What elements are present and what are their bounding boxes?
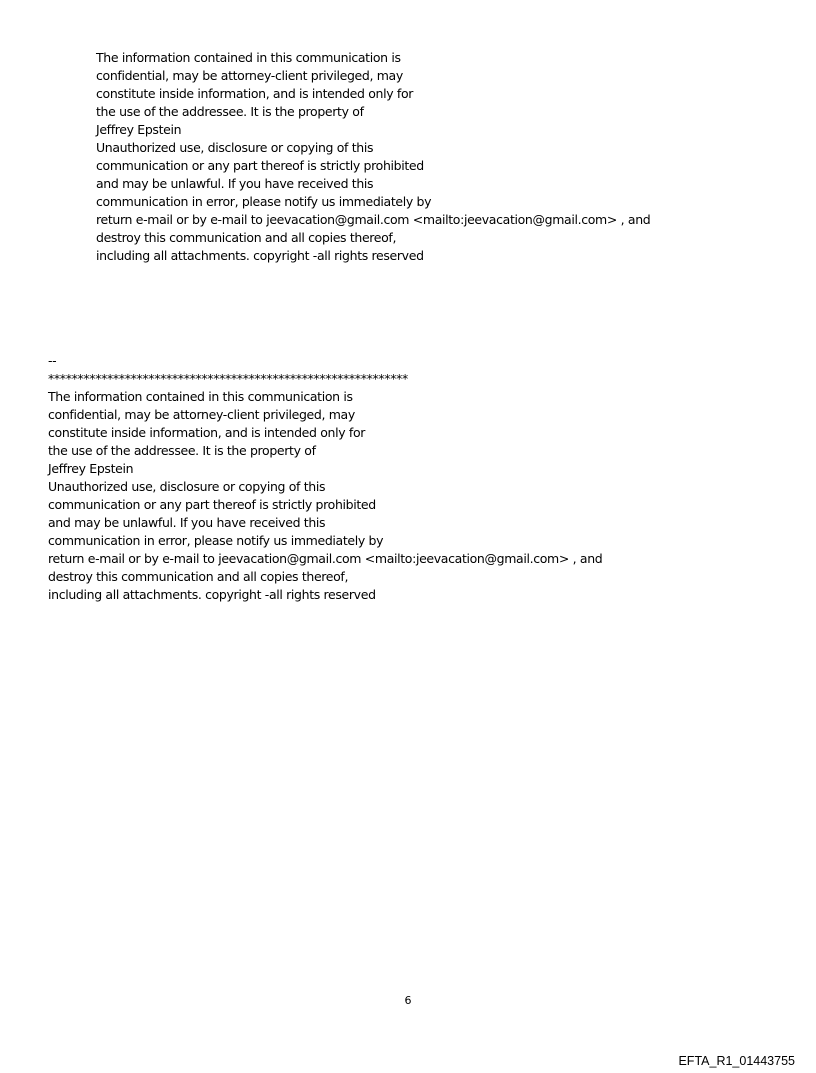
notice-line: including all attachments. copyright -all rights reserved (96, 248, 424, 263)
notice-line: Unauthorized use, disclosure or copying of this (48, 479, 326, 494)
notice-line: destroy this communication and all copies thereof, (48, 569, 349, 584)
page-number: 6 (404, 994, 412, 1007)
notice-line: Unauthorized use, disclosure or copying of this (96, 140, 374, 155)
notice-line: constitute inside information, and is intended only for (96, 86, 414, 101)
notice-line: including all attachments. copyright -all rights reserved (48, 587, 376, 602)
notice-line: communication in error, please notify us immediately by (96, 194, 432, 209)
notice-line: The information contained in this communication is (48, 389, 353, 404)
notice-line: the use of the addressee. It is the property of (96, 104, 364, 119)
notice-line: communication or any part thereof is strictly prohibited (96, 158, 424, 173)
confidentiality-notice (48, 352, 602, 604)
notice-line: and may be unlawful. If you have received this (96, 176, 374, 191)
notice-line: return e-mail or by e-mail to jeevacation@gmail.com <mailto:jeevacation@gmail.com> , and (96, 212, 651, 227)
notice-line: Jeffrey Epstein (48, 461, 134, 476)
notice-line: return e-mail or by e-mail to jeevacation@gmail.com <mailto:jeevacation@gmail.com> , and (48, 551, 603, 566)
signature-separator: -- (48, 353, 57, 368)
confidentiality-notice-indented (96, 49, 650, 265)
notice-line: communication in error, please notify us immediately by (48, 533, 384, 548)
notice-line: Jeffrey Epstein (96, 122, 182, 137)
notice-line: destroy this communication and all copies thereof, (96, 230, 397, 245)
notice-line: and may be unlawful. If you have received this (48, 515, 326, 530)
notice-line: the use of the addressee. It is the property of (48, 443, 316, 458)
asterisk-divider: ************************************************************* (48, 371, 408, 386)
notice-line: The information contained in this communication is (96, 50, 401, 65)
notice-line: constitute inside information, and is intended only for (48, 425, 366, 440)
notice-line: confidential, may be attorney-client privileged, may (48, 407, 355, 422)
document-id: EFTA_R1_01443755 (678, 1054, 795, 1068)
notice-line: communication or any part thereof is strictly prohibited (48, 497, 376, 512)
notice-line: confidential, may be attorney-client privileged, may (96, 68, 403, 83)
